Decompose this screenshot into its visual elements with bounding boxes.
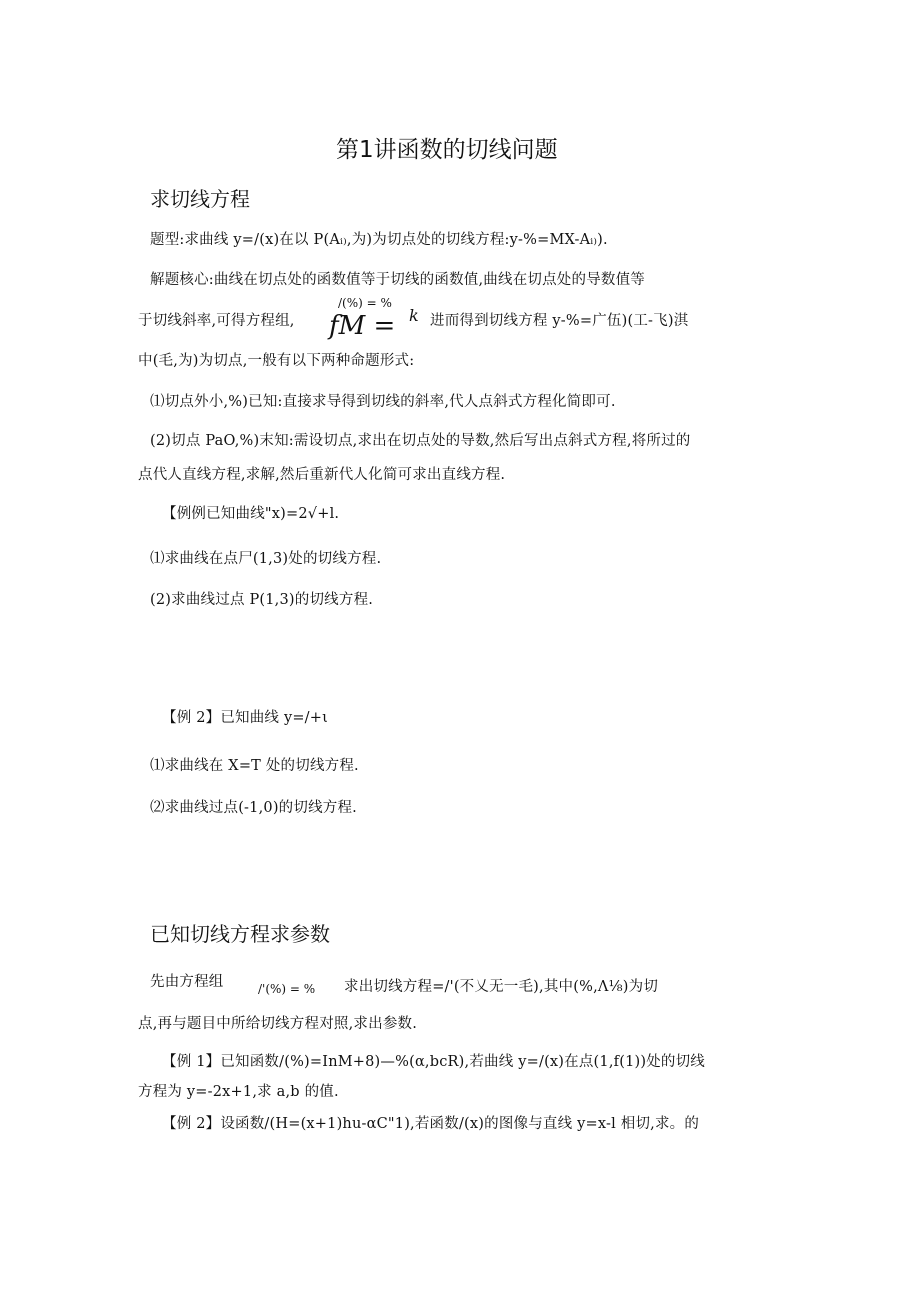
example-2-title: 【例 2】已知曲线 y=/+ι — [162, 710, 329, 726]
paragraph-core-line3: 中(毛,为)为切点,一般有以下两种命题形式: — [138, 353, 415, 369]
formula-top-line: /(%) = % — [338, 296, 392, 310]
example-2-question-1: ⑴求曲线在 X=T 处的切线方程. — [150, 758, 359, 774]
page-title: 第1讲函数的切线问题 — [336, 137, 558, 163]
formula-fM: fM = — [329, 311, 396, 341]
paragraph-core-line2: 于切线斜率,可得方程组, — [138, 313, 295, 329]
paragraph-core-line2b: 进而得到切线方程 y-%=广伍)(工-飞)淇 — [430, 313, 689, 329]
formula-derivative: /'(%) = % — [258, 982, 316, 996]
formula-k: k — [409, 306, 419, 325]
paragraph-system-intro: 先由方程组 — [150, 974, 224, 990]
example-1-question-2: (2)求曲线过点 P(1,3)的切线方程. — [150, 592, 374, 608]
section-heading-parameters: 已知切线方程求参数 — [150, 922, 330, 946]
section-heading-tangent-equation: 求切线方程 — [150, 187, 250, 211]
case-2-line1: (2)切点 PaO,%)末知:需设切点,求出在切点处的导数,然后写出点斜式方程,将所过的 — [150, 433, 691, 449]
example-2-question-2: ⑵求曲线过点(-1,0)的切线方程. — [150, 800, 357, 816]
case-1: ⑴切点外小,%)已知:直接求导得到切线的斜率,代人点斜式方程化简即可. — [150, 394, 616, 410]
case-2-line2: 点代人直线方程,求解,然后重新代人化简可求出直线方程. — [138, 467, 506, 483]
paragraph-problem-type: 题型:求曲线 y=/(x)在以 P(Aᵢ₎,为)为切点处的切线方程:y-%=MX-Aᵢ₎). — [150, 232, 608, 248]
paragraph-core-line1: 解题核心:曲线在切点处的函数值等于切线的函数值,曲线在切点处的导数值等 — [150, 272, 645, 288]
param-example-1-line1: 【例 1】已知函数/(%)=InM+8)—%(α,bcR),若曲线 y=/(x)在点(1,f(1))处的切线 — [162, 1054, 706, 1070]
paragraph-compare: 点,再与题目中所给切线方程对照,求出参数. — [138, 1016, 418, 1032]
example-1-title: 【例例已知曲线"x)=2√+l. — [162, 506, 340, 522]
param-example-1-line2: 方程为 y=-2x+1,求 a,b 的值. — [138, 1084, 339, 1100]
example-1-question-1: ⑴求曲线在点尸(1,3)处的切线方程. — [150, 551, 382, 567]
param-example-2-line1: 【例 2】设函数/(H=(x+1)hu-αC"1),若函数/(x)的图像与直线 y=x-l 相切,求。的 — [162, 1116, 700, 1132]
paragraph-system-rest: 求出切线方程=/'(不乂无一毛),其中(%,Λ⅛)为切 — [344, 979, 659, 995]
